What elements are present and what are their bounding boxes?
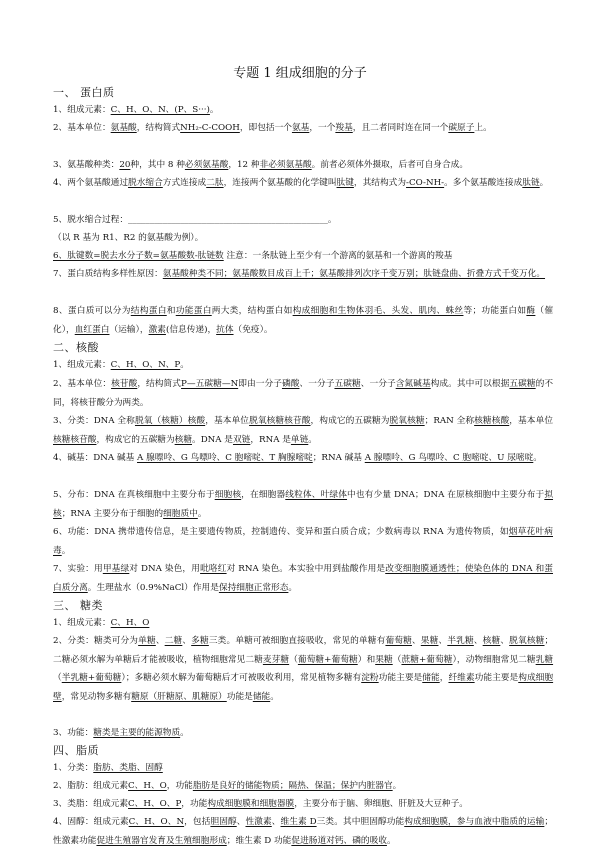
text-segment: 等；功能蛋白如 [463,306,527,316]
underlined-answer: 20 [119,160,131,170]
underlined-answer: 氨基 [291,123,310,133]
section-heading-sugar: 三、 糖类 [53,599,103,612]
text-segment: 4、固醇：组成元素 [53,817,129,827]
paragraph [53,813,553,850]
paragraph [53,795,553,814]
underlined-answer: 氨基酸种类不同；氨基酸数目成百上千；氨基酸排列次序千变万别；肽链盘曲、折叠方式千变万化。 [162,269,546,279]
text-segment: 。生理盐水（0.9%NaCl）作用是 [87,582,219,593]
section-heading-protein: 一、 蛋白质 [53,86,115,99]
underlined-answer: 二糖 [164,636,183,646]
underlined-answer: 脱氧核糖核苷酸 [249,416,311,426]
text-segment: ，基本单位 [509,416,554,426]
text-segment: 2、基本单位： [53,123,111,133]
underlined-answer: NH₂-C-COOH [180,123,240,133]
text-segment: 、 [438,636,448,646]
text-segment: ；RNA 主要分布于细胞的 [61,508,164,519]
underlined-answer: 氨基酸 [110,123,137,133]
paragraph [53,375,553,412]
paragraph [53,777,553,796]
underlined-answer: 脱水缩合 [128,178,163,188]
paragraph [53,632,553,706]
underlined-answer: 核苷酸 [111,379,138,389]
text-segment: 。 [386,835,396,846]
text-segment: ；性激素功能 [53,817,554,846]
paragraph [53,229,553,248]
underlined-answer: 构成细胞膜，参与血液中脂质的运输 [404,817,545,827]
paragraph [53,302,553,339]
paragraph [53,449,553,468]
text-segment: 7、蛋白质结构多样性原因： [53,269,163,279]
underlined-answer: 脱氧（核糖）核酸 [134,416,206,426]
text-segment: 5、分布：DNA 在真核细胞中主要分布于 [53,490,215,500]
underlined-answer: 吡咯红 [200,564,227,574]
underlined-answer: 单糖 [138,636,156,646]
text-segment: （运输）， [109,324,149,335]
underlined-answer: 葡萄糖+葡萄糖 [297,654,358,665]
underlined-answer: C、H、O、N、P [110,360,181,370]
text-segment: 4、两个氨基酸通过 [53,178,129,188]
paragraph [53,265,553,284]
underlined-answer: 磷酸 [281,379,300,389]
underlined-answer: 麦芽糖 [262,654,290,665]
paragraph [53,174,553,193]
underlined-answer: 储能 [252,691,271,702]
text-segment: 、 [500,636,510,646]
text-segment: ，RNA 是 [250,434,291,445]
text-segment: 、 [473,636,483,646]
text-segment: ；RNA 碱基 [312,453,365,463]
section-heading-lipid: 四、脂质 [53,744,99,757]
text-segment: 。 [180,728,189,738]
text-segment: 中也有少量 DNA；DNA 在原核细胞中主要分布于 [347,490,545,500]
underlined-answer: 核糖 [482,636,501,646]
text-segment: (信息传递)， [165,324,217,335]
underlined-answer: 肽链 [522,178,540,188]
underlined-answer: 肽键 [336,178,354,188]
underlined-answer: 脱氧核糖 [389,416,425,426]
text-segment: ）和 [357,654,376,665]
text-segment: （ [289,654,298,665]
paragraph [53,356,553,375]
underlined-answer: 蔗糖+葡萄糖 [401,654,453,665]
paragraph [53,101,553,120]
paragraph [53,614,553,633]
text-segment: ；二糖必须水解为单糖后才能被吸收，植物细胞常见二糖 [53,636,554,665]
text-segment: 。 [533,453,542,463]
underlined-answer: 糖类是主要的能源物质 [93,728,181,738]
paragraph [53,560,553,597]
text-segment: ，其结构式为 [353,178,407,188]
text-segment: 3、类脂：组成元素 [53,799,129,809]
text-segment: 和 [166,306,176,316]
underlined-answer: 改变细胞膜通透性；使染色体的 DNA 和蛋白质分离 [53,564,553,593]
text-segment: 2、基本单位： [53,379,112,389]
text-segment: 1、组成元素： [53,360,111,370]
underlined-answer: 脂肪是良好的储能物质；隔热、保温；保护内脏器官 [192,781,393,791]
text-segment: 。 [197,508,207,519]
text-segment: 。 [270,691,279,702]
underlined-answer: 构成细胞膜和细胞器膜 [207,799,295,809]
underlined-answer: 拟核 [53,490,554,519]
text-segment: ，功能 [181,799,208,809]
underlined-answer: 构成细胞和生物体羽毛、头发、肌肉、蛛丝 [292,306,464,316]
text-segment: 功能主要是 [378,673,423,683]
underlined-answer: P—五碳糖—N [181,379,239,389]
text-segment: 、 [271,817,281,827]
underlined-answer: 核糖核苷酸 [53,434,97,445]
text-segment: ，12 种 [228,160,260,170]
section-heading-nucleic-acid: 二、核酸 [53,341,99,354]
underlined-answer: 促进生殖器官发育及生殖细胞形成 [96,835,227,846]
text-segment: 功能主要是 [474,673,519,683]
text-segment: 。 [308,434,317,445]
underlined-answer: 多糖 [191,636,209,646]
text-segment: 、 [411,636,421,646]
text-segment: ，即包括一个 [239,123,292,133]
page-title: 专题 1 组成细胞的分子 [233,66,367,81]
underlined-answer: 必须氨基酸 [184,160,229,170]
text-segment: 三类。单糖可被细胞直接吸收，常见的单糖有 [208,636,386,646]
text-segment: 1、分类： [53,763,94,773]
paragraph [53,523,553,560]
text-segment: 、 [155,636,165,646]
underlined-answer: 结构蛋白 [130,306,167,316]
text-segment: ；RAN 全称 [424,416,475,426]
underlined-answer: 维生素 D [280,817,317,827]
text-segment: 三类。其中胆固醇功能 [316,817,405,827]
text-segment: 。 [288,582,298,593]
underlined-answer: 细胞核 [214,490,242,500]
text-segment: （ [392,654,402,665]
text-segment: ，常见动物多糖有 [61,691,132,702]
text-segment: 。 [392,781,402,791]
text-segment: 。多个氨基酸连接成 [444,178,523,188]
text-segment: 3、氨基酸种类： [53,160,120,170]
underlined-answer: 单链 [290,434,309,445]
underlined-answer: A 腺嘌呤、G 鸟嘌呤、C 胞嘧啶、U 尿嘧啶 [364,453,534,463]
text-segment: 3、分类：DNA 全称 [53,416,135,426]
underlined-answer: 性激素 [245,817,272,827]
underlined-answer: 激素 [148,324,166,335]
paragraph [53,724,553,743]
text-segment: 、 [236,817,246,827]
paragraph [53,119,553,138]
underlined-answer: 烟草花叶病毒 [53,527,553,556]
text-segment: （催化）， [53,306,554,335]
text-segment: 5、脱水缩合过程：______________________________________________。 [53,215,337,225]
underlined-answer: 淀粉 [361,673,379,683]
underlined-answer: 核糖 [174,434,192,445]
text-segment: ，主要分布于脑、卵细胞、肝脏及大豆种子。 [294,799,468,809]
text-segment: 2、分类：糖类可分为 [53,636,139,646]
text-segment: 7、实验：用 [53,564,103,574]
text-segment: 方式连接成 [162,178,207,188]
text-segment: 。 [209,105,219,115]
underlined-answer: 6、肽键数=脱去水分子数=氨基酸数-肽链数 [53,251,224,261]
paragraph [53,486,553,523]
text-segment: 即由一分子 [238,379,282,389]
underlined-answer: 功能蛋白 [175,306,212,316]
underlined-answer: 非必须氨基酸 [259,160,312,170]
text-segment: ，功能 [166,781,193,791]
text-segment: （ [53,673,62,683]
text-segment: 种，其中 8 种 [130,160,185,170]
underlined-answer: 半乳糖 [447,636,474,646]
underlined-answer: C、H、O、N、(P、S···) [110,105,210,115]
underlined-answer: 乳糖 [535,654,554,665]
underlined-answer: C、H、O、N [128,817,185,827]
underlined-answer: 双链 [232,434,251,445]
text-segment: ；维生素 D 功能 [226,835,292,846]
text-segment: 。 [61,545,71,556]
text-segment: ， [439,673,449,683]
paragraph [53,156,553,175]
text-segment: 构成。其中可以根据 [430,379,510,389]
text-segment: （以 R 基为 R1、R2 的氨基酸为例）。 [53,233,204,243]
text-segment: 注意：一条肽链上至少有一个游离的氨基和一个游离的羧基 [223,251,453,261]
underlined-answer: 脂肪、类脂、固醇 [93,763,163,773]
underlined-answer: 糖原（肝糖原、肌糖原） [131,691,227,702]
text-segment: 、一分子 [299,379,335,389]
text-segment: 、一分子 [360,379,396,389]
text-segment: 。DNA 是 [192,434,233,445]
text-segment: 功能是 [226,691,253,702]
text-segment: ，一个 [309,123,336,133]
underlined-answer: 酶 [526,306,536,316]
text-segment: ，且二者同时连在同一个 [352,123,449,133]
text-segment: 3、功能： [53,728,94,738]
text-segment: （免疫）。 [233,324,273,335]
text-segment: ），动物细胞常见二糖 [452,654,536,665]
text-segment: 、 [182,636,192,646]
text-segment: ，连接两个氨基酸的化学键叫 [223,178,337,188]
paragraph [53,211,553,230]
underlined-answer: 甲基绿 [102,564,130,574]
text-segment: 对 RNA 染色。本实验中用到盐酸作用是 [226,564,386,574]
underlined-answer: C、H、O [110,618,150,628]
text-segment: ，结构简式 [137,379,182,389]
text-segment: ，在细胞器 [241,490,286,500]
underlined-answer: 脱氧核糖 [509,636,545,646]
text-segment: ）；多糖必须水解为葡萄糖后才可被吸收利用，常见植物多糖有 [121,673,362,683]
underlined-answer: 核糖核酸 [474,416,510,426]
underlined-answer: 促进肠道对钙、磷的吸收 [291,835,387,846]
text-segment: 两大类，结构蛋白如 [211,306,293,316]
underlined-answer: 抗体 [216,324,234,335]
underlined-answer: 构成细胞壁 [53,673,554,702]
text-segment: 。前者必须体外摄取，后者可自身合成。 [311,160,469,170]
underlined-answer: 储能 [422,673,440,683]
underlined-answer: C、H、O、P [128,799,182,809]
underlined-answer: 葡萄糖 [385,636,412,646]
text-segment: 2、脂肪：组成元素 [53,781,129,791]
underlined-answer: 含氮碱基 [395,379,431,389]
underlined-answer: 细胞质中 [163,508,198,519]
underlined-answer: 碳原子 [448,123,475,133]
underlined-answer: C、H、O [128,781,167,791]
underlined-answer: 五碳糖 [509,379,536,389]
underlined-answer: 二肽 [206,178,224,188]
text-segment: 8、蛋白质可以分为 [53,306,131,316]
underlined-answer: 羧基 [335,123,353,133]
text-segment: 6、功能：DNA 携带遗传信息，是主要遗传物质，控制遗传、变异和蛋白质合成；少数病毒以 RNA 为遗传物质，如 [53,527,509,537]
underlined-answer: 果糖 [420,636,439,646]
underlined-answer: 胆固醇 [210,817,237,827]
underlined-answer: 半乳糖+葡萄糖 [61,673,122,683]
text-segment: 。 [539,178,549,188]
underlined-answer: 纤维素 [448,673,475,683]
underlined-answer: A 腺嘌呤、G 鸟嘌呤、C 胞嘧啶、T 胸腺嘧啶 [137,453,313,463]
text-segment: 的不同，将核苷酸分为两类。 [53,379,554,408]
underlined-answer: 果糖 [375,654,393,665]
text-segment: ，构成它的五碳糖为 [310,416,390,426]
text-segment: 。 [180,360,189,370]
paragraph [53,247,553,266]
text-segment: ，结构简式 [136,123,181,133]
underlined-answer: 五碳糖 [334,379,361,389]
text-segment: 上。 [474,123,492,133]
text-segment: ，构成它的五碳糖为 [96,434,175,445]
underlined-answer: 保持细胞正常形态 [218,582,289,593]
text-segment: ，基本单位 [205,416,250,426]
text-segment: 1、组成元素： [53,618,111,628]
text-segment: 对 DNA 染色，用 [129,564,201,574]
paragraph [53,759,553,778]
text-segment: 4、碱基：DNA 碱基 [53,453,138,463]
underlined-answer: -CO-NH- [406,178,445,188]
text-segment: 1、组成元素： [53,105,111,115]
underlined-answer: 血红蛋白 [74,324,110,335]
underlined-answer: 线粒体、叶绿体 [285,490,348,500]
paragraph [53,412,553,449]
text-segment: ，包括 [184,817,211,827]
